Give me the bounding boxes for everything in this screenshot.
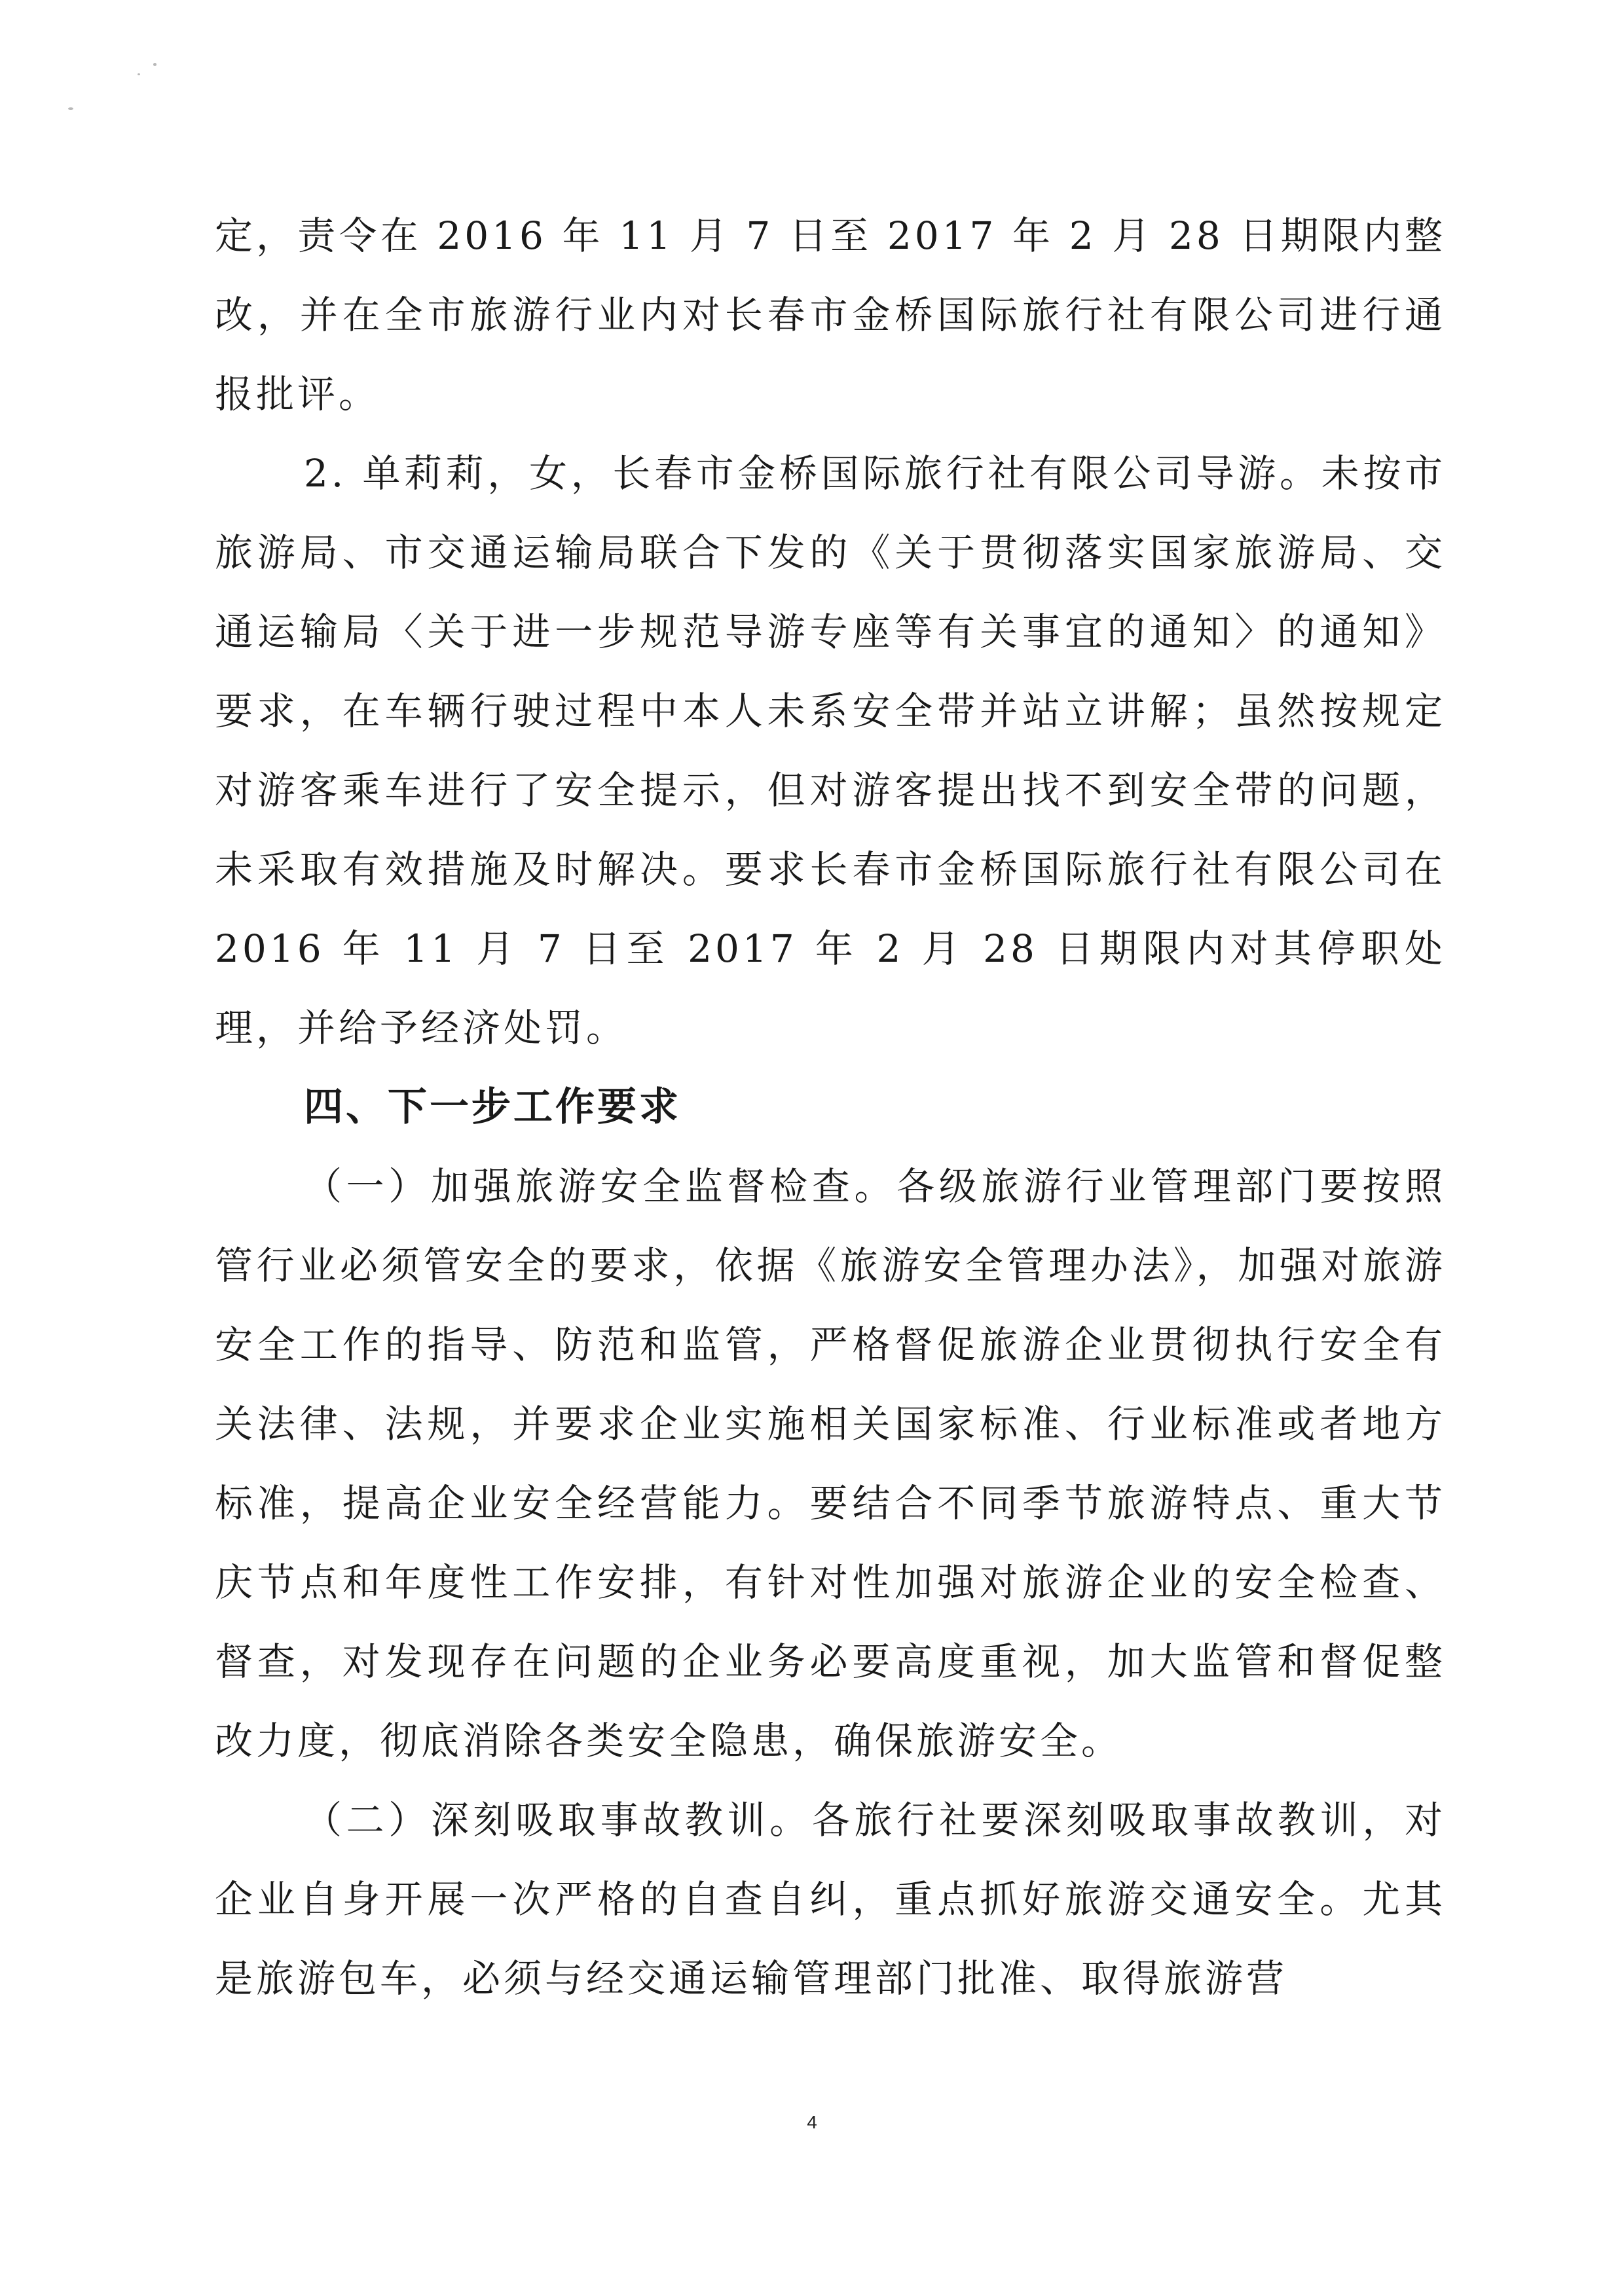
paragraph-requirement-1: （一）加强旅游安全监督检查。各级旅游行业管理部门要按照管行业必须管安全的要求，依据《旅游安全管理办法》，加强对旅游安全工作的指导、防范和监管，严格督促旅游企业贯彻执行安全有关法律、法规，并要求企业实施相关国家标准、行业标准或者地方标准，提高企业安全经营能力。要结合不同季节旅游特点、重大节庆节点和年度性工作安排，有针对性加强对旅游企业的安全检查、督查，对发现存在问题的企业务必要高度重视，加大监管和督促整改力度，彻底消除各类安全隐患，确保旅游安全。 bbox=[215, 1164, 1446, 1763]
paragraph-requirement-2: （二）深刻吸取事故教训。各旅行社要深刻吸取事故教训，对企业自身开展一次严格的自查自纠，重点抓好旅游交通安全。尤其是旅游包车，必须与经交通运输管理部门批准、取得旅游营 bbox=[215, 1798, 1446, 2001]
document-body bbox=[215, 196, 1446, 2018]
section-heading: 四、下一步工作要求 bbox=[304, 1084, 681, 1130]
paragraph-continuation: 定，责令在 2016 年 11 月 7 日至 2017 年 2 月 28 日期限内整改，并在全市旅游行业内对长春市金桥国际旅行社有限公司进行通报批评。 bbox=[215, 213, 1446, 416]
paragraph-item-2: 2. 单莉莉，女，长春市金桥国际旅行社有限公司导游。未按市旅游局、市交通运输局联合下发的《关于贯彻落实国家旅游局、交通运输局〈关于进一步规范导游专座等有关事宜的通知〉的通知》要求，在车辆行驶过程中本人未系安全带并站立讲解；虽然按规定对游客乘车进行了安全提示，但对游客提出找不到安全带的问题，未采取有效措施及时解决。要求长春市金桥国际旅行社有限公司在 2016 年 11 月 7 日至 2017 年 2 月 28 日期限内对其停职处理，并给予经济处罚。 bbox=[215, 451, 1446, 1050]
scan-speck bbox=[138, 73, 140, 75]
page-number: 4 bbox=[807, 2112, 817, 2132]
scan-speck bbox=[68, 107, 73, 110]
scan-speck bbox=[153, 63, 157, 66]
